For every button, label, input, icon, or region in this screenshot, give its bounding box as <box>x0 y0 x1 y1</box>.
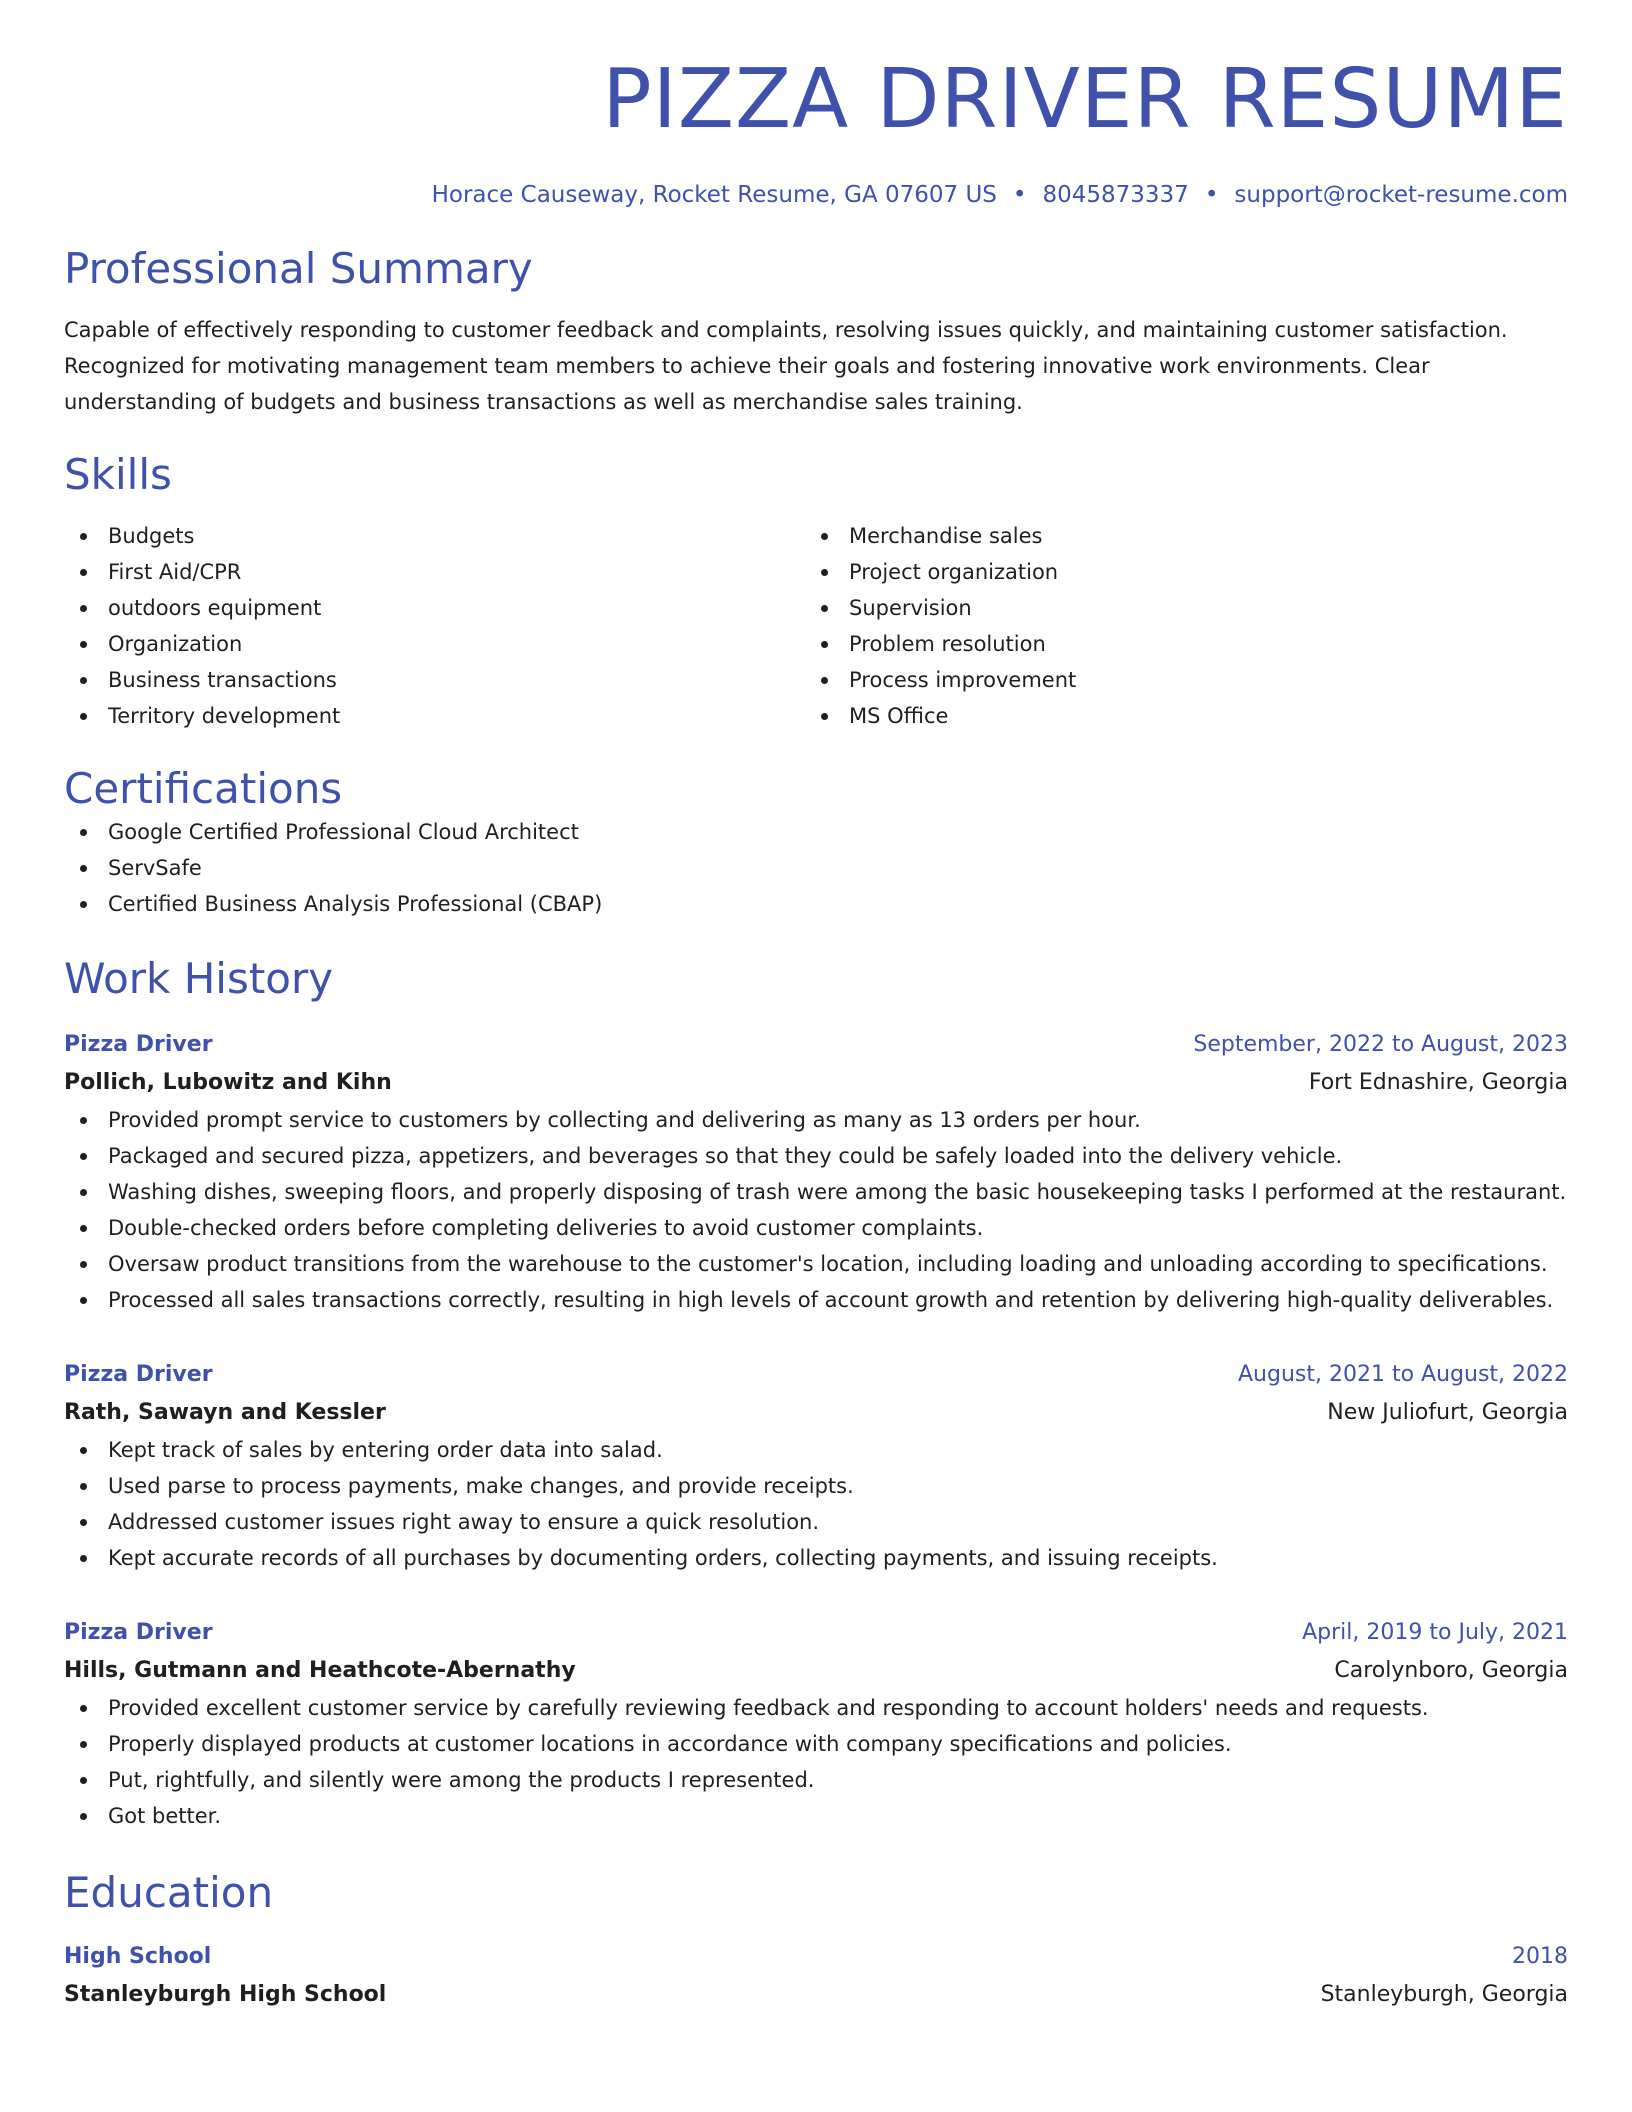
section-title-work-history: Work History <box>64 954 334 1003</box>
skill-item: Process improvement <box>805 662 1546 698</box>
job-company: Rath, Sawayn and Kessler <box>64 1400 386 1425</box>
job-bullet: Provided excellent customer service by carefully reviewing feedback and responding to account holders' needs and requests. <box>64 1690 1568 1726</box>
job-bullet: Double-checked orders before completing deliveries to avoid customer complaints. <box>64 1210 1568 1246</box>
job-entry <box>64 1614 1568 1834</box>
job-bullet: Addressed customer issues right away to ensure a quick resolution. <box>64 1504 1568 1540</box>
contact-separator: • <box>1204 182 1219 208</box>
skill-item: Problem resolution <box>805 626 1546 662</box>
education-location: Stanleyburgh, Georgia <box>1320 1982 1568 2007</box>
section-title-summary: Professional Summary <box>64 244 533 293</box>
job-location: Carolynboro, Georgia <box>1334 1658 1568 1683</box>
job-bullet: Used parse to process payments, make changes, and provide receipts. <box>64 1468 1568 1504</box>
education-year: 2018 <box>1512 1944 1568 1969</box>
education-degree: High School <box>64 1944 212 1969</box>
summary-text: Capable of effectively responding to customer feedback and complaints, resolving issues quickly, and maintaining customer satisfaction. Recognized for motivating management team members to achieve their goals and fostering innovative work environments. Clear understanding of budgets and business transactions as well as merchandise sales training. <box>64 318 1508 414</box>
job-company-row <box>64 1064 1568 1102</box>
job-bullet: Oversaw product transitions from the warehouse to the customer's location, including loading and unloading according to specifications. <box>64 1246 1568 1282</box>
job-dates: September, 2022 to August, 2023 <box>1193 1032 1568 1057</box>
job-bullet: Processed all sales transactions correctly, resulting in high levels of account growth and retention by delivering high-quality deliverables. <box>64 1282 1568 1318</box>
skill-item: Budgets <box>64 518 805 554</box>
job-bullet: Washing dishes, sweeping floors, and properly disposing of trash were among the basic housekeeping tasks I performed at the restaurant. <box>64 1174 1568 1210</box>
contact-address: Horace Causeway, Rocket Resume, GA 07607 US <box>431 182 997 208</box>
skill-item: Merchandise sales <box>805 518 1546 554</box>
skill-item: Territory development <box>64 698 805 734</box>
skill-item: Organization <box>64 626 805 662</box>
section-title-skills: Skills <box>64 450 172 499</box>
education-school: Stanleyburgh High School <box>64 1982 387 2007</box>
job-header-row <box>64 1026 1568 1064</box>
skills-column-right <box>805 518 1546 734</box>
skill-item: MS Office <box>805 698 1546 734</box>
education-school-row <box>64 1976 1568 2014</box>
job-dates: August, 2021 to August, 2022 <box>1238 1362 1568 1387</box>
education-entry <box>64 1938 1568 2014</box>
job-dates: April, 2019 to July, 2021 <box>1302 1620 1568 1645</box>
job-company: Hills, Gutmann and Heathcote-Abernathy <box>64 1658 576 1683</box>
education-header-row <box>64 1938 1568 1976</box>
job-header-row <box>64 1356 1568 1394</box>
job-title: Pizza Driver <box>64 1032 213 1057</box>
job-bullet: Kept track of sales by entering order data into salad. <box>64 1432 1568 1468</box>
certification-item: Google Certified Professional Cloud Architect <box>64 814 1568 850</box>
job-bullet: Put, rightfully, and silently were among the products I represented. <box>64 1762 1568 1798</box>
job-bullet: Provided prompt service to customers by collecting and delivering as many as 13 orders per hour. <box>64 1102 1568 1138</box>
skills-column-left <box>64 518 805 734</box>
certification-item: ServSafe <box>64 850 1568 886</box>
job-entry <box>64 1356 1568 1576</box>
certification-item: Certified Business Analysis Professional (CBAP) <box>64 886 1568 922</box>
job-bullets <box>64 1432 1568 1576</box>
job-bullet: Packaged and secured pizza, appetizers, and beverages so that they could be safely loaded into the delivery vehicle. <box>64 1138 1568 1174</box>
job-title: Pizza Driver <box>64 1620 213 1645</box>
job-entry <box>64 1026 1568 1318</box>
certifications-list <box>64 814 1568 922</box>
job-company-row <box>64 1652 1568 1690</box>
job-bullet: Kept accurate records of all purchases by documenting orders, collecting payments, and issuing receipts. <box>64 1540 1568 1576</box>
contact-line <box>64 180 1568 210</box>
job-location: Fort Ednashire, Georgia <box>1308 1070 1568 1095</box>
job-bullets <box>64 1102 1568 1318</box>
skill-item: outdoors equipment <box>64 590 805 626</box>
skill-item: Project organization <box>805 554 1546 590</box>
skills-grid <box>64 518 1568 734</box>
job-bullet: Properly displayed products at customer locations in accordance with company specifications and policies. <box>64 1726 1568 1762</box>
contact-email: support@rocket-resume.com <box>1234 182 1568 208</box>
resume-title: PIZZA DRIVER RESUME <box>602 52 1568 147</box>
contact-separator: • <box>1012 182 1027 208</box>
section-title-certifications: Certifications <box>64 764 343 813</box>
skill-item: Business transactions <box>64 662 805 698</box>
job-company: Pollich, Lubowitz and Kihn <box>64 1070 392 1095</box>
job-company-row <box>64 1394 1568 1432</box>
job-location: New Juliofurt, Georgia <box>1327 1400 1568 1425</box>
skills-list-right <box>805 518 1546 734</box>
job-bullet: Got better. <box>64 1798 1568 1834</box>
job-title: Pizza Driver <box>64 1362 213 1387</box>
job-bullets <box>64 1690 1568 1834</box>
contact-phone: 8045873337 <box>1042 182 1189 208</box>
skill-item: Supervision <box>805 590 1546 626</box>
section-title-education: Education <box>64 1868 274 1917</box>
job-header-row <box>64 1614 1568 1652</box>
skills-list-left <box>64 518 805 734</box>
skill-item: First Aid/CPR <box>64 554 805 590</box>
